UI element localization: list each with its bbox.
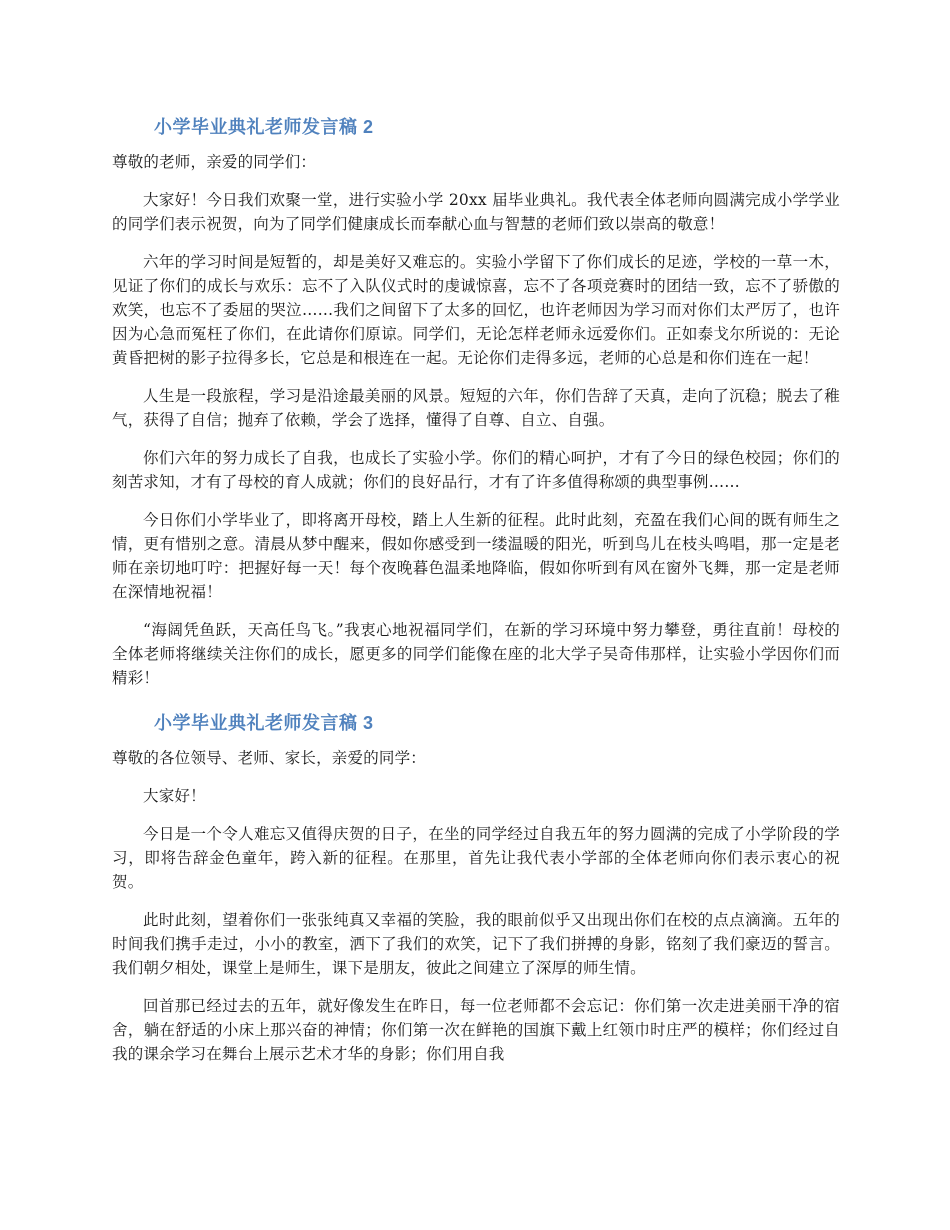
paragraph: “海阔凭鱼跃，天高任鸟飞。”我衷心地祝福同学们，在新的学习环境中努力攀登，勇往直前！母校的全体老师将继续关注你们的成长，愿更多的同学们能像在座的北大学子吴奇伟那样，让实验小学因你们而精彩！ (112, 621, 840, 687)
paragraph: 大家好！今日我们欢聚一堂，进行实验小学 20xx 届毕业典礼。我代表全体老师向圆满完成小学学业的同学们表示祝贺，向为了同学们健康成长而奉献心血与智慧的老师们致以崇高的敬意！ (112, 191, 840, 233)
paragraph: 人生是一段旅程，学习是沿途最美丽的风景。短短的六年，你们告辞了天真，走向了沉稳；脱去了稚气，获得了自信；抛弃了依赖，学会了选择，懂得了自尊、自立、自强。 (112, 387, 840, 429)
salutation: 尊敬的各位领导、老师、家长，亲爱的同学： (112, 749, 427, 767)
paragraph: 回首那已经过去的五年，就好像发生在昨日，每一位老师都不会忘记：你们第一次走进美丽干净的宿舍，躺在舒适的小床上那兴奋的神情；你们第一次在鲜艳的国旗下戴上红领巾时庄严的模样；你们经过自我的课余学习在舞台上展示艺术才华的身影；你们用自我 (112, 997, 840, 1063)
document-page (112, 110, 840, 1080)
speech-section-2 (112, 110, 840, 690)
section-title: 小学毕业典礼老师发言稿 2 (154, 117, 374, 137)
section-title: 小学毕业典礼老师发言稿 3 (154, 713, 374, 733)
paragraph: 今日你们小学毕业了，即将离开母校，踏上人生新的征程。此时此刻，充盈在我们心间的既有师生之情，更有惜别之意。清晨从梦中醒来，假如你感受到一缕温暖的阳光，听到鸟儿在枝头鸣唱，那一定是老师在亲切地叮咛：把握好每一天！每个夜晚暮色温柔地降临，假如你听到有风在窗外飞舞，那一定是老师在深情地祝福！ (112, 511, 840, 601)
paragraph: 六年的学习时间是短暂的，却是美好又难忘的。实验小学留下了你们成长的足迹，学校的一草一木，见证了你们的成长与欢乐：忘不了入队仪式时的虔诚惊喜，忘不了各项竞赛时的团结一致，忘不了骄傲的欢笑，也忘不了委屈的哭泣……我们之间留下了太多的回忆，也许老师因为学习而对你们太严厉了，也许因为心急而冤枉了你们，在此请你们原谅。同学们，无论怎样老师永远爱你们。正如泰戈尔所说的：无论黄昏把树的影子拉得多长，它总是和根连在一起。无论你们走得多远，老师的心总是和你们连在一起！ (112, 253, 840, 367)
paragraph: 此时此刻，望着你们一张张纯真又幸福的笑脸，我的眼前似乎又出现出你们在校的点点滴滴。五年的时间我们携手走过，小小的教室，洒下了我们的欢笑，记下了我们拼搏的身影，铭刻了我们豪迈的誓言。我们朝夕相处，课堂上是师生，课下是朋友，彼此之间建立了深厚的师生情。 (112, 911, 840, 977)
speech-section-3 (112, 706, 840, 1066)
salutation: 尊敬的老师，亲爱的同学们： (112, 153, 317, 171)
paragraph: 今日是一个令人难忘又值得庆贺的日子，在坐的同学经过自我五年的努力圆满的完成了小学阶段的学习，即将告辞金色童年，跨入新的征程。在那里，首先让我代表小学部的全体老师向你们表示衷心的祝贺。 (112, 825, 840, 891)
paragraph: 大家好！ (143, 787, 206, 805)
paragraph: 你们六年的努力成长了自我，也成长了实验小学。你们的精心呵护，才有了今日的绿色校园；你们的刻苦求知，才有了母校的育人成就；你们的良好品行，才有了许多值得称颂的典型事例…… (112, 449, 840, 491)
